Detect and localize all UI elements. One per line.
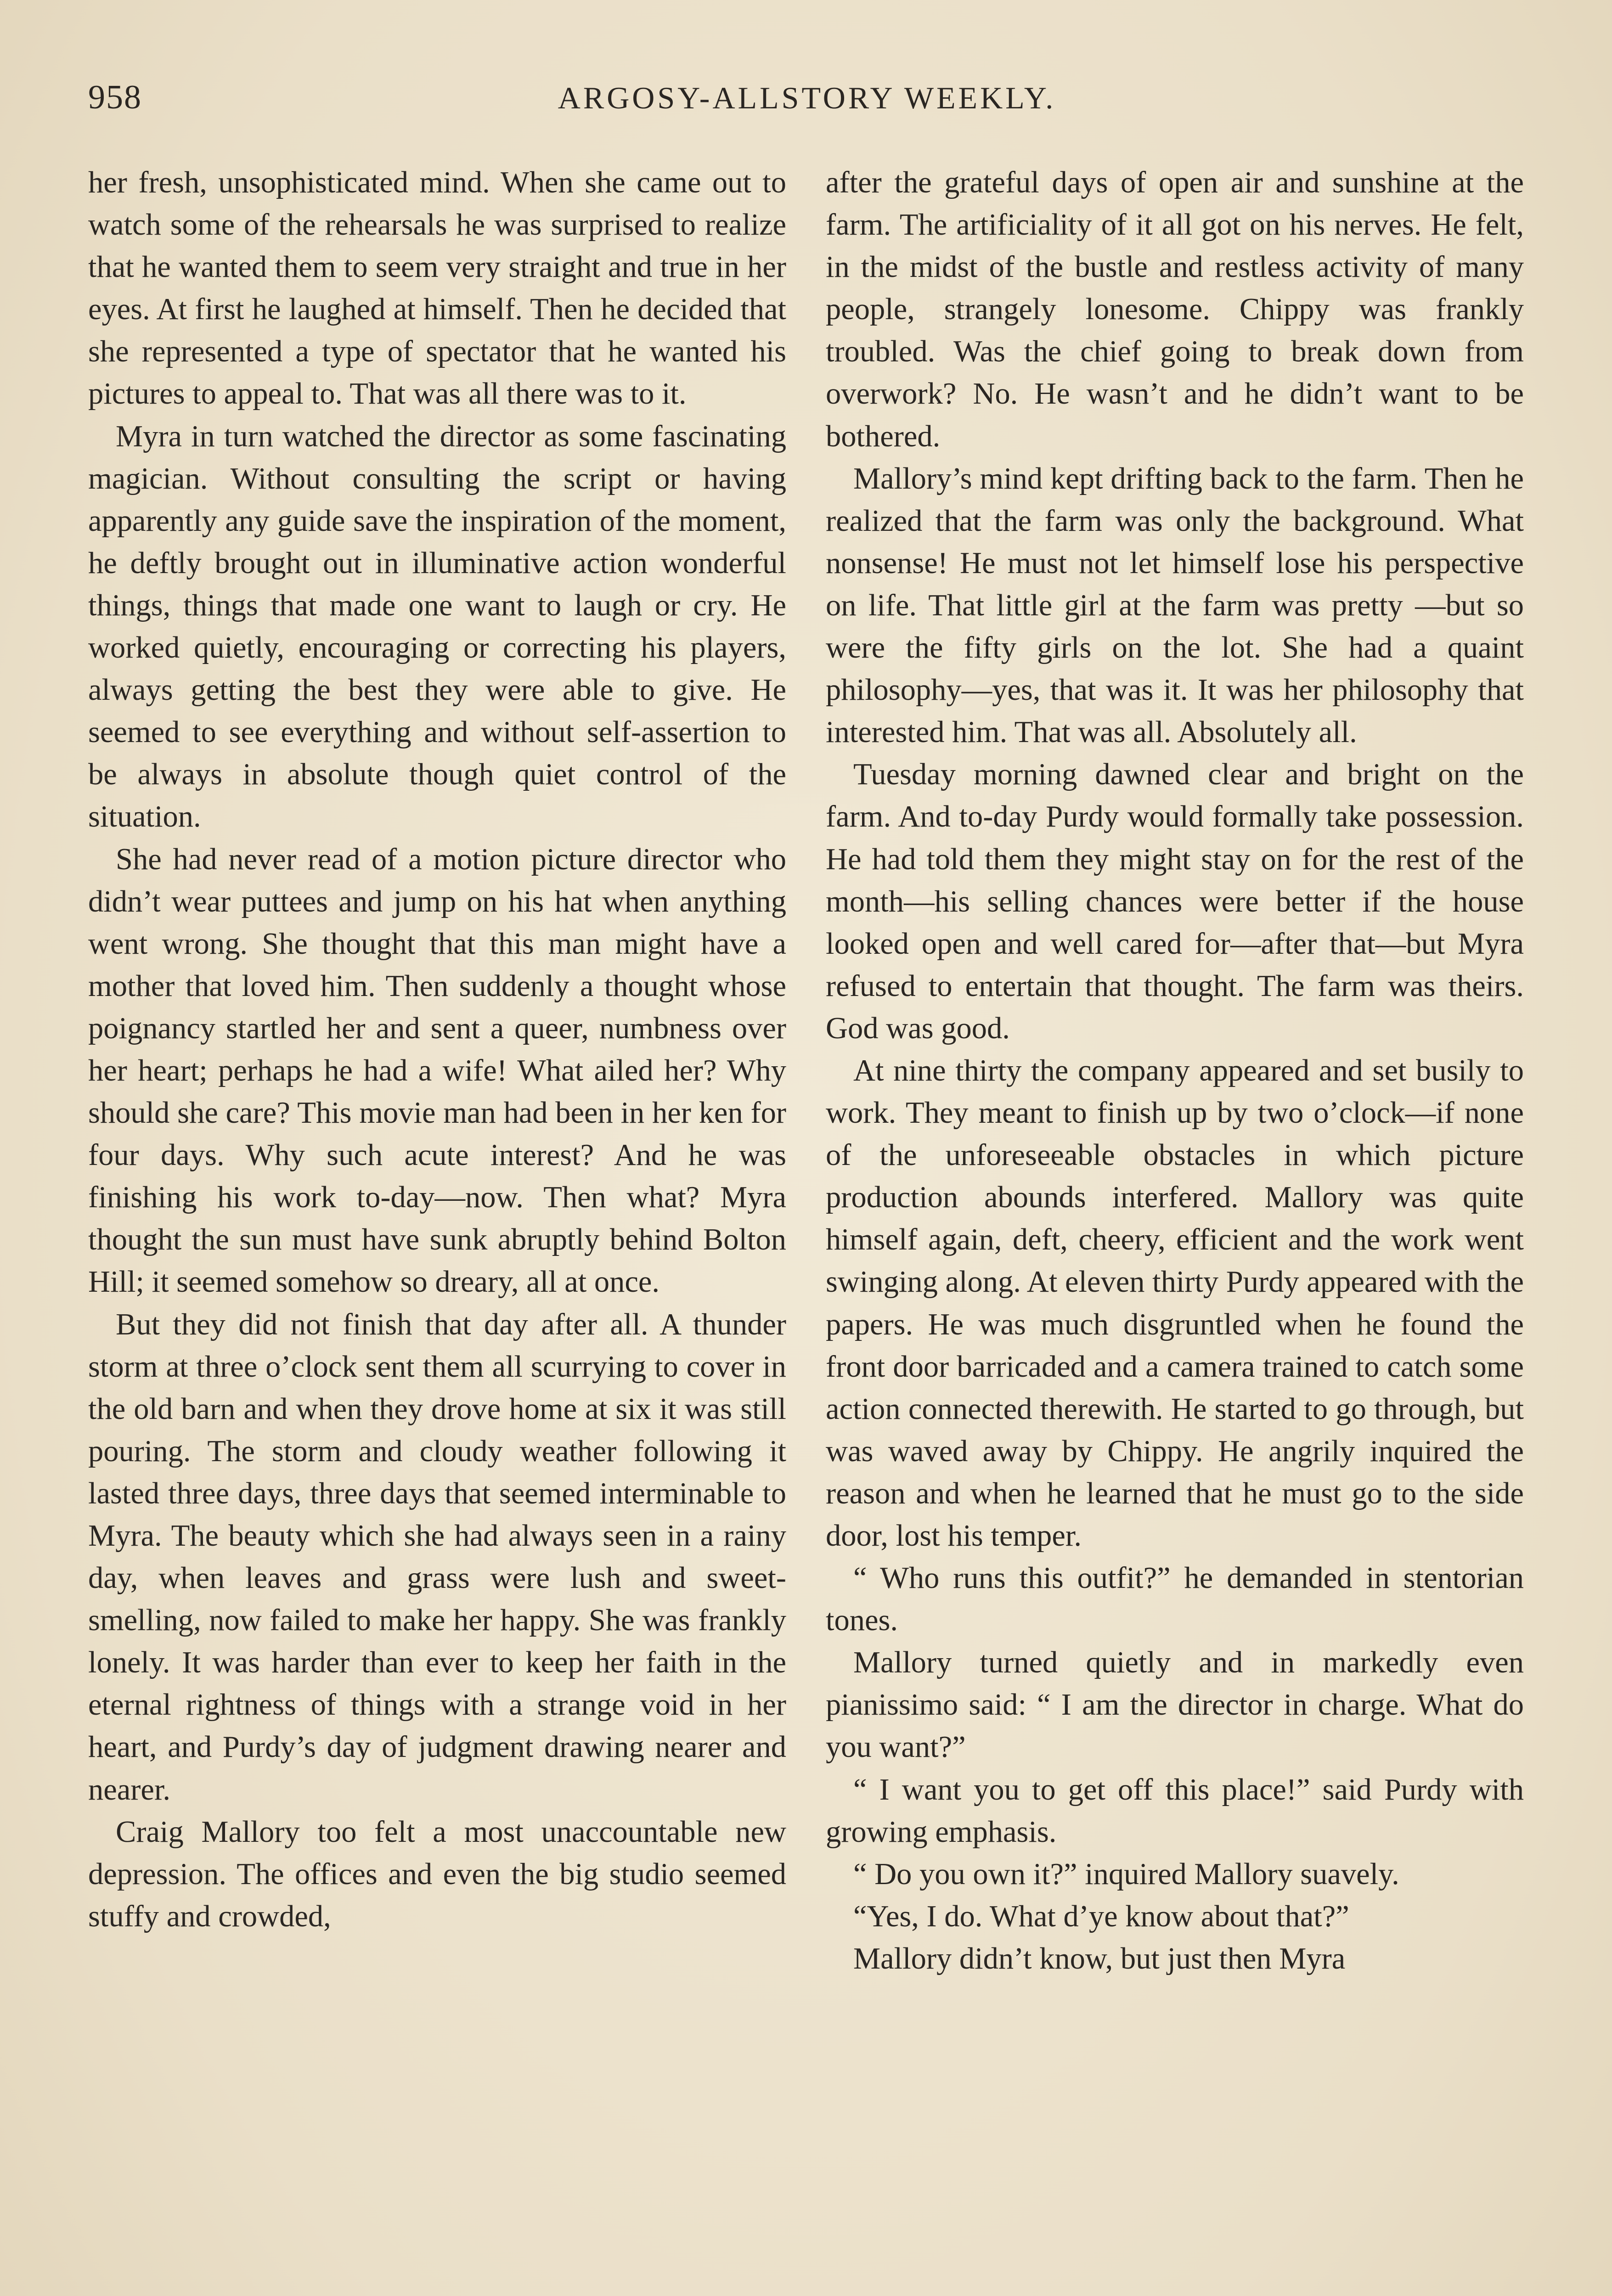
paragraph: Myra in turn watched the director as some fascinating magician. Without consulting the script or having apparently any guide save the inspiration of the moment, he deftly brought out in illuminative action wonderful things, things that made one want to laugh or cry. He worked quietly, encouraging or correcting his players, always getting the best they were able to give. He seemed to see everything and without self-assertion to be always in absolute though quiet control of the situation. xyxy=(88,419,786,834)
paragraph: Mallory turned quietly and in markedly even pianissimo said: “ I am the director in charge. What do you want?” xyxy=(826,1646,1524,1764)
paragraph: Tuesday morning dawned clear and bright on the farm. And to-day Purdy would formally take possession. He had told them they might stay on for the rest of the month—his selling chances were better if the house looked open and well cared for—after that—but Myra refused to entertain that thought. The farm was theirs. God was good. xyxy=(826,758,1524,1045)
paragraph: “ Do you own it?” inquired Mallory suavely. xyxy=(853,1857,1399,1891)
paragraph: “ I want you to get off this place!” said Purdy with growing emphasis. xyxy=(826,1773,1524,1849)
paragraph: after the grateful days of open air and sunshine at the farm. The artificiality of it all got on his nerves. He felt, in the midst of the bustle and restless activity of many people, strangely lonesome. Chippy was frankly troubled. Was the chief going to break down from overwork? No. He wasn’t and he didn’t want to be bothered. xyxy=(826,166,1524,453)
paragraph: At nine thirty the company appeared and set busily to work. They meant to finish up by two o’clock—if none of the unforeseeable obstacles in which picture production abounds interfered. Mallory was quite himself again, deft, cheery, efficient and the work went swinging along. At eleven thirty Purdy appeared with the papers. He was much disgruntled when he found the front door barricaded and a camera trained to catch some action connected therewith. He started to go through, but was waved away by Chippy. He angrily inquired the reason and when he learned that he must go to the side door, lost his temper. xyxy=(826,1053,1524,1553)
paragraph: her fresh, unsophisticated mind. When she came out to watch some of the rehearsals he was surprised to realize that he wanted them to seem very straight and true in her eyes. At first he laughed at himself. Then he decided that she represented a type of spectator that he wanted his pictures to appeal to. That was all there was to it. xyxy=(88,166,786,411)
right-column xyxy=(826,162,1524,1980)
paragraph: Mallory’s mind kept drifting back to the farm. Then he realized that the farm was only the background. What nonsense! He must not let himself lose his perspective on life. That little girl at the farm was pretty —but so were the fifty girls on the lot. She had a quaint philosophy—yes, that was it. It was her philosophy that interested him. That was all. Absolutely all. xyxy=(826,461,1524,749)
paragraph: But they did not finish that day after all. A thunder storm at three o’clock sent them all scurrying to cover in the old barn and when they drove home at six it was still pouring. The storm and cloudy weather following it lasted three days, three days that seemed interminable to Myra. The beauty which she had always seen in a rainy day, when leaves and grass were lush and sweet-smelling, now failed to make her happy. She was frankly lonely. It was harder than ever to keep her faith in the eternal rightness of things with a strange void in her heart, and Purdy’s day of judgment drawing nearer and nearer. xyxy=(88,1307,786,1806)
paragraph: Mallory didn’t know, but just then Myra xyxy=(853,1941,1346,1975)
paragraph: “Yes, I do. What d’ye know about that?” xyxy=(853,1899,1349,1933)
page-number: 958 xyxy=(88,79,142,116)
paragraph: “ Who runs this outfit?” he demanded in stentorian tones. xyxy=(826,1561,1524,1638)
running-title: ARGOSY-ALLSTORY WEEKLY. xyxy=(558,80,1056,115)
page-header xyxy=(88,78,1526,129)
paragraph: She had never read of a motion picture director who didn’t wear puttees and jump on his hat when anything went wrong. She thought that this man might have a mother that loved him. Then suddenly a thought whose poignancy startled her and sent a queer, numbness over her heart; perhaps he had a wife! What ailed her? Why should she care? This movie man had been in her ken for four days. Why such acute interest? And he was finishing his work to-day—now. Then what? Myra thought the sun must have sunk abruptly behind Bolton Hill; it seemed somehow so dreary, all at once. xyxy=(88,842,786,1299)
left-column xyxy=(88,162,786,1938)
paragraph: Craig Mallory too felt a most unaccountable new depression. The offices and even the big studio seemed stuffy and crowded, xyxy=(88,1815,786,1933)
